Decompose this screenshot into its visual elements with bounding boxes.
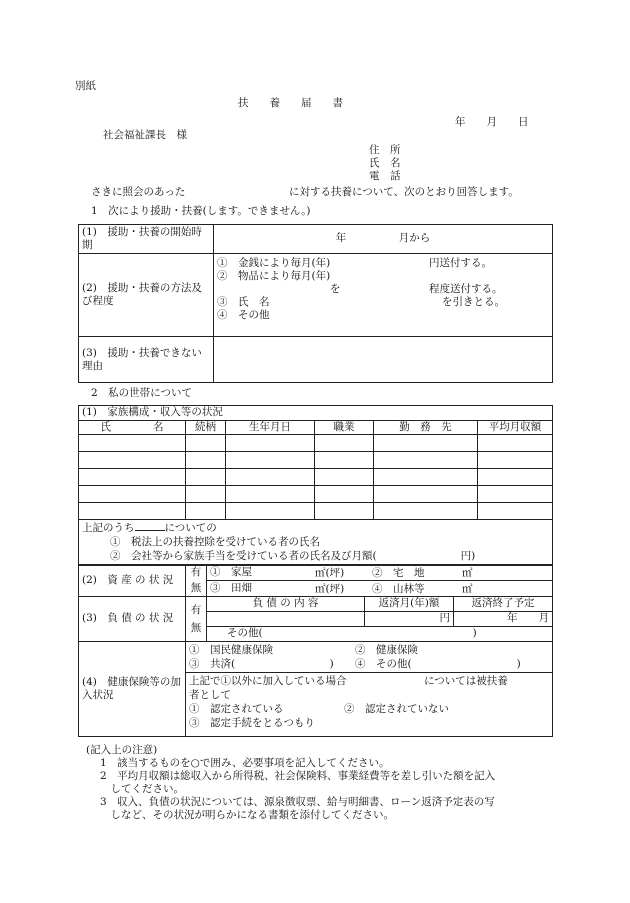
debt-label: (3) 負 債 の 状 況 (79, 597, 186, 642)
table-row (79, 435, 553, 452)
section1-heading: 1 次により援助・扶養(します。できません。) (91, 205, 311, 217)
col-birthdate: 生年月日 (226, 421, 315, 435)
method-opt2-end: 程度送付する。 (429, 283, 503, 295)
note-item: 3 収入、負債の状況については、源泉徴収票、給与明細書、ローン返済予定表の写 (100, 796, 495, 808)
method-opt2-mid: を (330, 283, 341, 295)
notes-list (100, 757, 495, 822)
note-item: 1 該当するものを○で囲み、必要事項を記入してください。 (100, 757, 390, 769)
assets-row1 (207, 565, 553, 581)
method-opt1: ① 金銭により毎月(年) (217, 257, 331, 269)
address-label: 住 所 (369, 144, 401, 156)
debt-col-content: 負 債 の 内 容 (207, 597, 365, 612)
debt-content-value (207, 612, 365, 627)
reason-label: (3) 援助・扶養できない理由 (79, 337, 214, 383)
household-table (78, 405, 553, 566)
col-workplace: 勤 務 先 (374, 421, 478, 435)
addressee: 社会福祉課長 様 (103, 129, 187, 141)
method-opt2: ② 物品により毎月(年) (217, 270, 331, 282)
insurance-line-b: については被扶養 (424, 675, 508, 687)
asset-forest: ④ 山林等 (372, 583, 425, 595)
date-field: 年 月 日 (455, 116, 529, 128)
debt-yes-no (186, 597, 207, 642)
notes-heading: (記入上の注意) (86, 744, 158, 756)
debt-monthly-value: 円 (365, 612, 454, 627)
method-opt1-end: 円送付する。 (429, 257, 492, 269)
note-item: してください。 (100, 783, 184, 795)
debt-no: 無 (190, 622, 202, 634)
method-opt4: ④ その他 (217, 309, 270, 321)
col-occupation: 職業 (315, 421, 374, 435)
among-item-1: ① 税法上の扶養控除を受けている者の氏名 (110, 536, 320, 549)
intro-text-a: さきに照会のあった (91, 186, 186, 198)
among-item-2: ② 会社等から家族手当を受けている者の氏名及び月額( 円) (110, 550, 476, 563)
insurance-opt2: ② 健康保険 (355, 644, 418, 656)
document-title: 扶 養 届 書 (238, 97, 343, 109)
method-options (214, 254, 553, 337)
col-name: 氏 名 (79, 421, 186, 435)
asset-land: ② 宅 地 (372, 567, 425, 579)
insurance-opt3: ③ 共済( ) (189, 658, 334, 670)
method-opt3: ③ 氏 名 (217, 296, 270, 308)
debt-col-monthly: 返済月(年)額 (365, 597, 454, 612)
asset-house: ① 家屋 (210, 565, 252, 578)
among-blank (135, 530, 165, 531)
insurance-not-certified: ② 認定されていない (344, 703, 449, 715)
assets-label: (2) 資 産 の 状 況 (79, 565, 186, 597)
debt-yes: 有 (190, 604, 202, 616)
section2-heading: 2 私の世帯について (91, 387, 192, 399)
debt-col-end: 返済終了予定 (454, 597, 553, 612)
family-title: (1) 家族構成・収入等の状況 (79, 406, 553, 421)
asset-land-unit: ㎡ (462, 567, 473, 579)
debt-other: その他( ) (207, 627, 553, 642)
reason-value (214, 337, 553, 383)
start-time-value: 年 月から (214, 225, 553, 254)
asset-field: ③ 田畑 (210, 581, 252, 594)
assets-row2 (207, 581, 553, 597)
among-text-a: 上記のうち (82, 522, 135, 535)
table-row (79, 503, 553, 520)
asset-forest-unit: ㎡ (462, 583, 473, 595)
assets-no: 無 (186, 581, 207, 597)
col-income: 平均月収額 (478, 421, 553, 435)
start-time-label: (1) 援助・扶養の開始時期 (79, 225, 214, 254)
insurance-label: (4) 健康保険等の加入状況 (79, 642, 186, 737)
method-opt3-end: を引きとる。 (442, 296, 505, 308)
asset-house-unit: ㎡(坪) (315, 567, 345, 579)
debt-end-value: 年 月 (454, 612, 553, 627)
table-row (79, 452, 553, 469)
insurance-certified: ① 認定されている (189, 703, 284, 715)
note-item: 2 平均月収額は総収入から所得税、社会保険料、事業経費等を差し引いた額を記入 (100, 770, 496, 782)
insurance-block (186, 642, 553, 737)
col-relation: 続柄 (186, 421, 226, 435)
table-row (79, 469, 553, 486)
insurance-opt1: ① 国民健康保険 (189, 644, 273, 656)
table-row (79, 486, 553, 503)
among-text-b: についての (164, 522, 217, 535)
insurance-line-c: 者として (189, 689, 231, 701)
insurance-opt4: ④ その他( ) (355, 658, 521, 670)
support-table (78, 224, 553, 383)
assets-debt-table (78, 564, 553, 737)
among-block (79, 520, 553, 566)
insurance-line-a: 上記で①以外に加入している場合 (189, 675, 347, 687)
name-label: 氏 名 (369, 157, 401, 169)
phone-label: 電 話 (369, 170, 401, 182)
insurance-pending: ③ 認定手続をとるつもり (189, 717, 315, 729)
asset-field-unit: ㎡(坪) (315, 583, 345, 595)
assets-yes: 有 (186, 565, 207, 581)
intro-text-b: に対する扶養について、次のとおり回答します。 (289, 186, 519, 198)
method-label: (2) 援助・扶養の方法及び程度 (79, 254, 214, 337)
attachment-label: 別紙 (75, 80, 96, 92)
note-item: しなど、その状況が明らかになる書類を添付してください。 (100, 809, 394, 821)
